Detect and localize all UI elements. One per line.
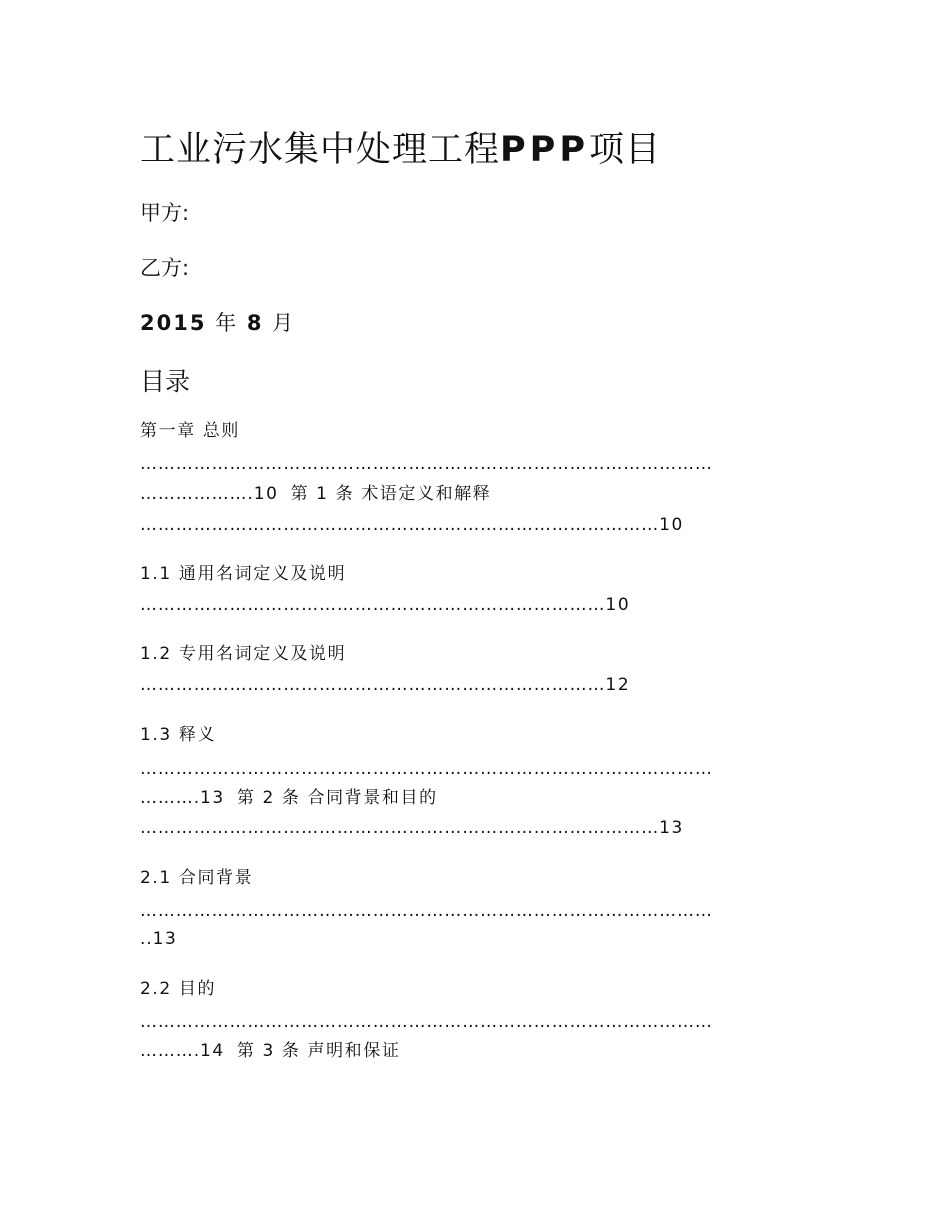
toc-section-2-1[interactable]: 2.1 合同背景 <box>140 868 254 888</box>
toc-leader-dots: …………………………………………………………………… <box>140 675 606 695</box>
toc-leader-dots: …………………………………………………………………………………… <box>140 901 713 921</box>
party-b-label: 乙方: <box>140 256 190 280</box>
date-month-unit: 月 <box>272 311 296 335</box>
date-year: 2015 <box>140 311 207 335</box>
toc-section-1-1[interactable]: 1.1 通用名词定义及说明 <box>140 564 347 584</box>
toc-leader-dots: …………………………………………………………………………………… <box>140 454 713 474</box>
toc-section-2-2[interactable]: 2.2 目的 <box>140 979 217 999</box>
toc-leader-dots: ………………. <box>140 484 254 504</box>
title-suffix: 项目 <box>588 130 661 170</box>
document-title <box>140 122 661 172</box>
party-a-label: 甲方: <box>140 201 190 225</box>
toc-section-1-2[interactable]: 1.2 专用名词定义及说明 <box>140 644 347 664</box>
toc-leader-dots: …………………………………………………………………………… <box>140 818 660 838</box>
toc-page-number: 14 <box>200 1041 225 1061</box>
toc-article-3-label: 第 3 条 声明和保证 <box>236 1041 401 1061</box>
toc-entry-article-2-page <box>140 820 684 837</box>
toc-page-number: 10 <box>605 595 631 615</box>
toc-page-number: 13 <box>152 929 178 949</box>
toc-entry-article-2[interactable] <box>140 790 438 807</box>
toc-leader-dots: .. <box>140 929 153 949</box>
toc-page-number: 10 <box>253 484 279 504</box>
toc-leader-dots: …………………………………………………………………………………… <box>140 759 713 779</box>
toc-section-2-1-page <box>140 931 177 948</box>
toc-chapter-1[interactable]: 第一章 总则 <box>140 421 241 441</box>
toc-entry-article-1-page <box>140 517 684 534</box>
toc-leader-dots: …………………………………………………………………………… <box>140 515 660 535</box>
toc-leader-dots: ………. <box>140 1041 201 1061</box>
document-date <box>140 307 295 337</box>
toc-heading: 目录 <box>140 367 191 396</box>
toc-page-number: 13 <box>200 788 225 808</box>
date-year-unit: 年 <box>215 311 239 335</box>
date-month: 8 <box>246 311 264 335</box>
toc-page-number: 10 <box>659 515 684 535</box>
title-ppp: PPP <box>500 130 589 170</box>
toc-leader-dots: …………………………………………………………………… <box>140 595 606 615</box>
title-prefix: 工业污水集中处理工程 <box>140 130 501 170</box>
toc-page-number: 13 <box>659 818 684 838</box>
toc-article-2-label: 第 2 条 合同背景和目的 <box>236 788 438 808</box>
toc-section-1-2-page <box>140 677 630 694</box>
toc-section-1-3[interactable]: 1.3 释义 <box>140 725 217 745</box>
toc-page-number: 12 <box>605 675 631 695</box>
toc-entry-article-3[interactable] <box>140 1043 401 1060</box>
toc-entry-article-1[interactable] <box>140 486 491 503</box>
toc-leader-dots: …………………………………………………………………………………… <box>140 1012 713 1032</box>
toc-article-1-label: 第 1 条 术语定义和解释 <box>290 484 492 504</box>
toc-section-1-1-page <box>140 597 630 614</box>
toc-leader-dots: ………. <box>140 788 201 808</box>
